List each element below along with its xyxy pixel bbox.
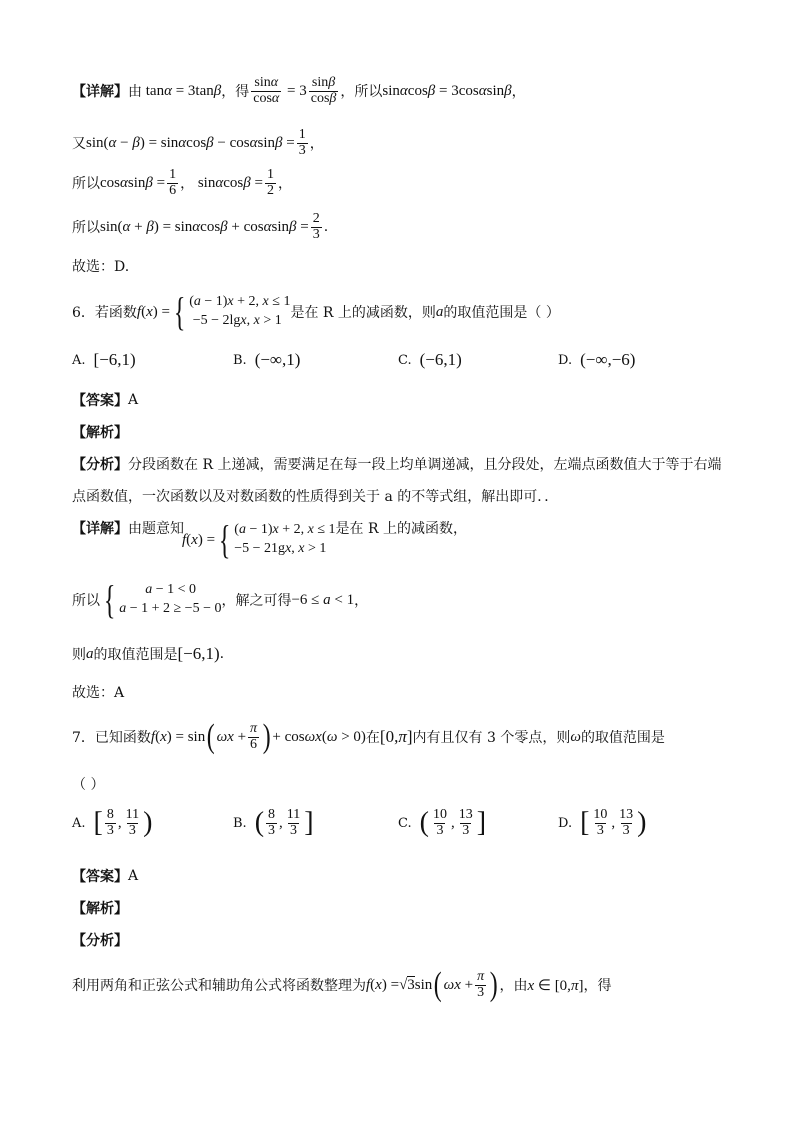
q7-option-a[interactable]: A. [ $\frac{8}{3}$ , $\frac{11}{3}$ ) [72,807,153,839]
q6-option-d-label: D. [558,352,573,368]
math-a: a [435,303,444,320]
q6-option-a-value: [−6,1) [93,350,136,369]
q6-system-line [72,577,369,622]
q7-pre: 7．已知函数 [72,730,151,746]
q7-paren: （ ） [72,777,105,793]
math-tan-eq: tanα = 3tanβ [142,82,222,99]
q7-option-c-label: C. [398,815,412,831]
q7-c-frac1: $\frac{10}{3}$ [432,807,447,838]
q6-pre: 6．若函数 [72,305,137,321]
q6-piecewise: (a − 1)x + 2, x ≤ 1 −5 − 2lgx, x > 1 [189,294,291,328]
detail-tag-2: 【详解】 [72,521,128,537]
q7-option-c[interactable]: C. ( $\frac{10}{3}$ , $\frac{13}{3}$ ] [398,807,487,839]
q7-jiexi-line [72,898,128,918]
q7-mid2: 内有且仅有 3 个零点，则 [412,730,571,746]
q7-answer: A [128,868,139,884]
q7-d-close: ) [637,807,647,839]
q7-a-open: [ [93,807,103,839]
q7-post: 的取值范围是 [580,730,665,746]
q6-option-b-label: B. [233,352,247,368]
q6-detail-pre: 由题意知 [128,521,184,537]
q7-option-b[interactable]: B. ( $\frac{8}{3}$ , $\frac{11}{3}$ ] [233,807,314,839]
text-suoyi: ，所以 [340,84,383,101]
q7-stem [72,720,665,754]
q6-post2: 的取值范围是（ ） [443,305,560,321]
text-comma3: ， [180,176,195,193]
frac-one-third: $\frac{1}{3}$ [298,127,306,158]
math-omega-x: ωx + [216,728,247,745]
text-you2: 又 [72,136,86,153]
q7-option-b-label: B. [233,815,247,831]
math-x-in: x ∈ [0,π] [527,977,584,994]
q6-option-a-label: A. [72,352,86,368]
brace-icon: { [173,289,186,334]
paren-open-icon: ( [206,718,215,755]
q7-b-open: ( [254,807,265,839]
math-q7-fx: f(x) = [366,976,400,993]
q6-analysis-text-2: 点函数值，一次函数以及对数函数的性质得到关于 a 的不等式组，解出即可．． [72,489,559,505]
q6-detail-func [182,517,467,562]
q7-c-close: ] [476,807,487,839]
q7-c-open: ( [419,807,429,839]
frac-sin-cos-beta: $\frac{\sin\beta}{\cos\beta}$ [310,75,337,106]
math-sin: sin [414,976,433,993]
text-suoyi2: 所以 [72,176,100,193]
q7-fenxi-line [72,930,128,950]
math-a2: a [86,645,94,662]
q6-sys-pre: 所以 [72,593,100,609]
q6-piecewise-2: (a − 1)x + 2, x ≤ 1 −5 − 21gx, x > 1 [234,522,336,556]
q6-option-c[interactable] [398,350,462,370]
q6-option-d-value: (−∞,−6) [580,350,636,369]
jiexi-tag-2: 【解析】 [72,901,128,917]
q6-analysis-line-2 [72,486,558,506]
detail-line-2 [72,128,324,158]
math-cos-omega: + cosωx(ω > 0) [272,728,366,745]
q6-detail-post: 是在 R 上的减函数， [335,521,467,537]
frac-pi-6: $\frac{\pi}{6}$ [250,720,258,752]
paren-open-icon-2: ( [434,966,442,1003]
text-de: ，得 [221,84,250,101]
frac-one-half: $\frac{1}{2}$ [266,167,274,198]
q6-stem [72,289,560,334]
math-sqrt3: √3 [399,976,415,993]
text-period2: . [219,646,225,662]
frac-sin-cos-alpha: $\frac{\sin\alpha}{\cos\alpha}$ [253,75,280,106]
q7-b-frac1: $\frac{8}{3}$ [268,807,276,838]
math-product-eq: sinαcosβ = 3cosαsinβ [382,82,512,99]
q6-detail-line [72,518,184,538]
brace-icon-2: { [218,517,231,562]
q7-option-d[interactable]: D. [ $\frac{10}{3}$ , $\frac{13}{3}$ ) [558,807,647,839]
frac-two-thirds: $\frac{2}{3}$ [312,211,320,242]
analysis-tag-2: 【分析】 [72,933,128,949]
q7-d-open: [ [580,807,590,839]
jiexi-tag: 【解析】 [72,425,128,441]
q7-analysis-mid: ，由 [499,978,528,994]
q7-analysis-text: 利用两角和正弦公式和辅助角公式将函数整理为 [72,978,366,994]
q6-answer-line [72,390,138,410]
choose-d: 故选：D. [72,259,130,275]
q7-option-a-label: A. [72,815,86,831]
q6-inequality-system: a − 1 < 0 a − 1 + 2 ≥ −5 − 0 [119,582,222,616]
q7-answer-line [72,866,138,886]
text-period: . [323,219,329,236]
q6-jiexi-line [72,422,128,442]
q6-range-line [72,644,224,664]
q7-b-close: ] [304,807,314,839]
q7-a-close: ) [143,807,153,839]
q6-option-c-value: (−6,1) [419,350,462,369]
q6-range-mid: 的取值范围是 [93,647,178,663]
detail-line-3 [72,168,292,198]
analysis-tag: 【分析】 [72,457,128,473]
math-omega: ω [570,728,581,745]
text-comma4: ， [277,176,292,193]
q7-mid: 在 [365,730,380,746]
detail-line-4 [72,212,328,242]
text-suoyi3: 所以 [72,220,100,237]
q6-option-b[interactable] [233,350,300,370]
math-sin-diff: sin(α − β) = sinαcosβ − cosαsinβ = [86,134,295,151]
q6-option-d[interactable] [558,350,635,370]
paren-close-icon: ) [262,718,271,755]
q6-option-c-label: C. [398,352,412,368]
math-range: [−6,1) [177,644,220,663]
math-eq3: = 3 [283,82,307,99]
q6-analysis-line-1 [72,454,721,474]
q7-a-frac1: $\frac{8}{3}$ [106,807,114,838]
math-range-ineq: −6 ≤ a < 1 [291,591,355,608]
q6-option-b-value: (−∞,1) [254,350,301,369]
q7-d-frac1: $\frac{10}{3}$ [593,807,608,838]
choose-a: 故选：A [72,685,125,701]
q7-analysis-line [72,968,611,1002]
math-q7-func: f(x) = sin [150,728,206,745]
detail-tag: 【详解】 [72,84,128,101]
choose-a-line [72,682,124,702]
math-sin-sum: sin(α + β) = sinαcosβ + cosαsinβ = [100,218,309,235]
detail-line-1 [72,76,526,106]
q6-range-pre: 则 [72,647,86,663]
answer-tag: 【答案】 [72,393,128,409]
text-you: 由 [128,84,142,101]
q7-b-frac2: $\frac{11}{3}$ [286,807,301,838]
q7-option-d-label: D. [558,815,573,831]
text-comma5: ， [354,593,369,609]
q7-c-frac2: $\frac{13}{3}$ [458,807,473,838]
q7-paren-line [72,774,104,794]
brace-icon-3: { [103,577,116,622]
frac-pi-3: $\frac{\pi}{3}$ [477,968,485,1000]
q7-a-frac2: $\frac{11}{3}$ [125,807,140,838]
math-cos-sin: cosαsinβ = [100,174,166,191]
q6-option-a[interactable] [72,350,136,370]
q6-analysis-text-1: 分段函数在 R 上递减，需要满足在每一段上均单调递减，且分段处，左端点函数值大于等于右端 [128,457,722,473]
q6-answer: A [128,392,139,408]
q7-analysis-post: ，得 [583,978,612,994]
math-omega-x2: ωx + [443,976,474,993]
math-interval: [0,π] [379,727,413,746]
answer-tag-2: 【答案】 [72,869,128,885]
q6-sys-post: ，解之可得 [221,593,292,609]
text-comma: ， [511,84,526,101]
frac-one-sixth: $\frac{1}{6}$ [169,167,177,198]
math-sin-cos: sinαcosβ = [194,174,263,191]
q7-d-frac2: $\frac{13}{3}$ [619,807,634,838]
text-comma2: ， [309,136,324,153]
math-fx: f(x) = [136,303,170,320]
math-fx2: f(x) = [182,531,216,548]
q6-post: 是在 R 上的减函数，则 [290,305,436,321]
choose-d-line [72,256,129,276]
paren-close-icon-2: ) [489,966,498,1003]
